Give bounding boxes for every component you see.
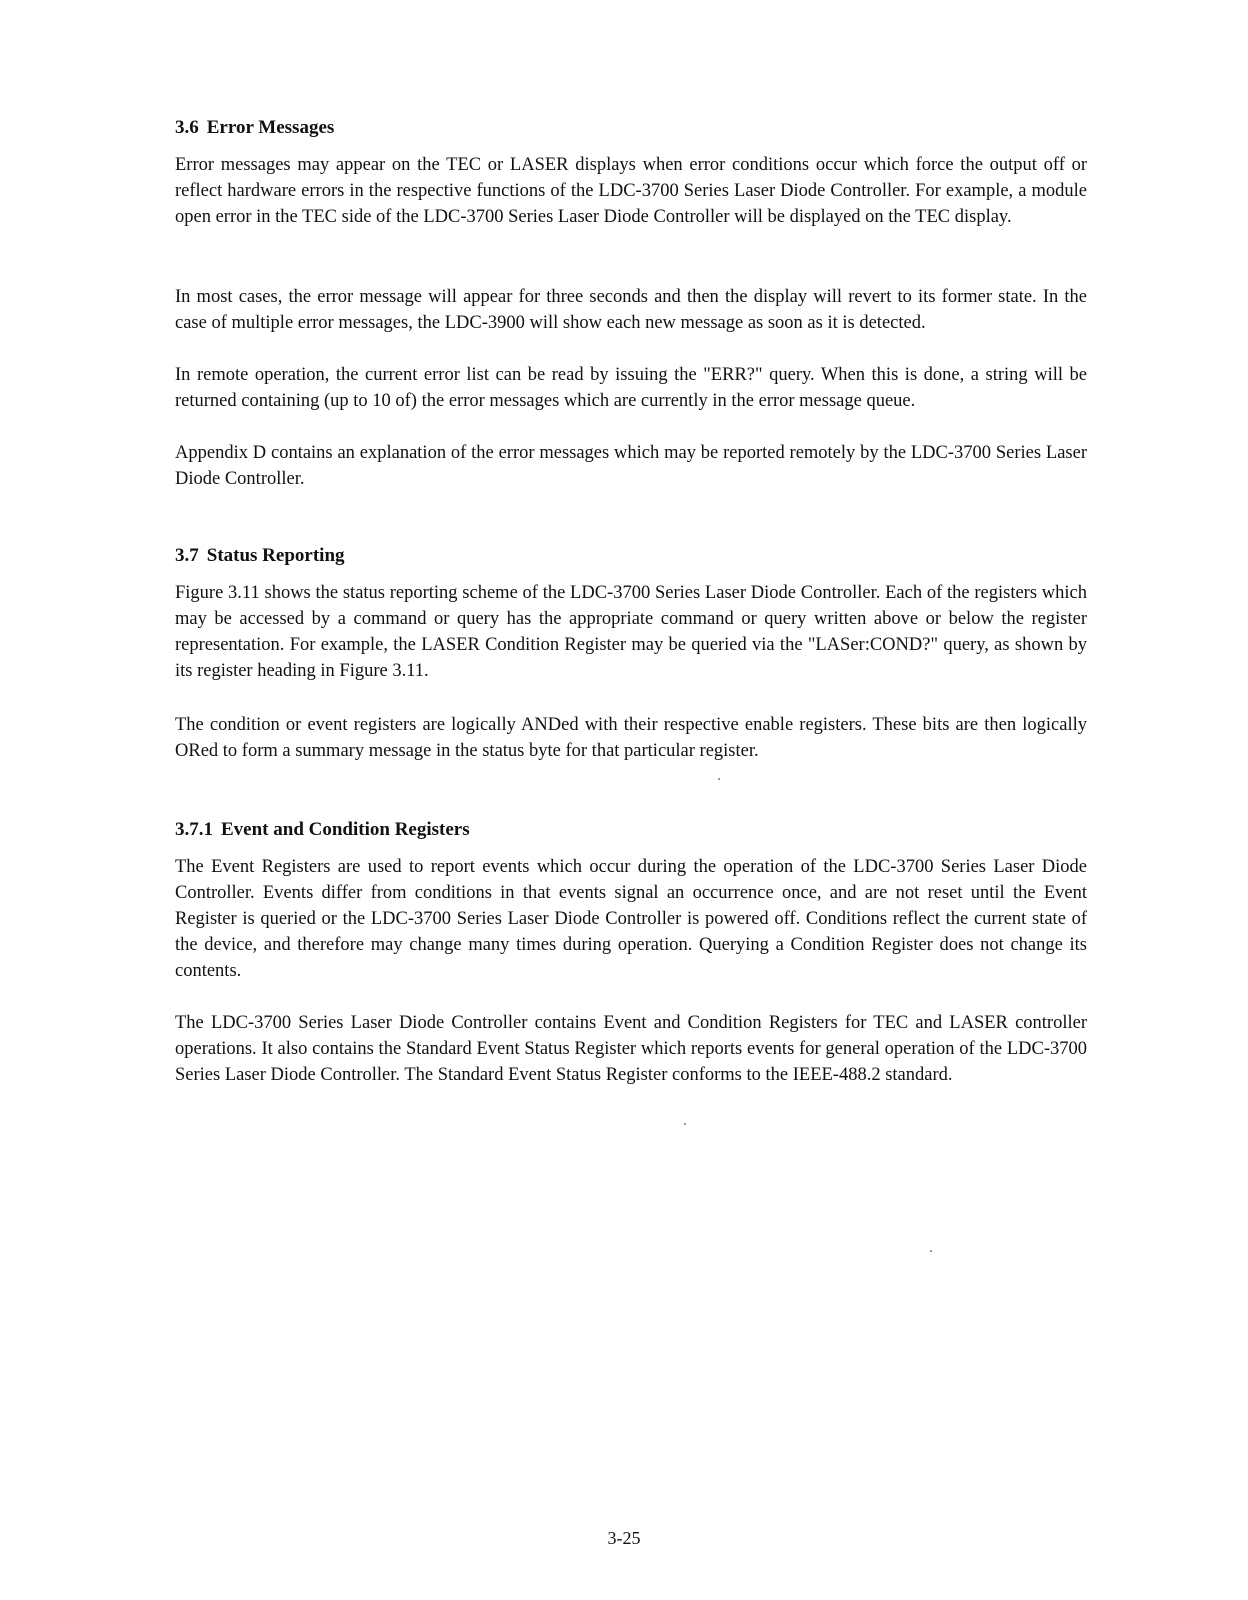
section-title: Error Messages bbox=[206, 117, 335, 138]
paragraph: Figure 3.11 shows the status reporting scheme of the LDC-3700 Series Laser Diode Controller. Each of the registers which may be accessed by a command or query has the appropriate command or query written above or below the register representation. For example, the LASER Condition Register may be queried via the "LASer:COND?" query, as shown by its register heading in Figure 3.11. bbox=[175, 583, 1087, 681]
scan-speck bbox=[930, 1250, 932, 1252]
section-heading bbox=[175, 544, 1087, 568]
section-number: 3.7.1 bbox=[175, 819, 213, 840]
section-number: 3.6 bbox=[175, 117, 199, 138]
section-heading bbox=[175, 818, 1087, 842]
page-number: 3-25 bbox=[607, 1528, 641, 1548]
section-event-condition-registers bbox=[175, 818, 1087, 1085]
scan-speck bbox=[718, 778, 720, 780]
scan-speck bbox=[684, 1123, 686, 1125]
paragraph: In most cases, the error message will appear for three seconds and then the display will revert to its former state. In the case of multiple error messages, the LDC-3900 will show each new message as soon as it is detected. bbox=[175, 287, 1087, 333]
section-title: Event and Condition Registers bbox=[221, 819, 470, 840]
paragraph: Error messages may appear on the TEC or LASER displays when error conditions occur which force the output off or reflect hardware errors in the respective functions of the LDC-3700 Series Laser Diode Controller. For example, a module open error in the TEC side of the LDC-3700 Series Laser Diode Controller will be displayed on the TEC display. bbox=[175, 155, 1087, 227]
paragraph: The Event Registers are used to report events which occur during the operation of the LDC-3700 Series Laser Diode Controller. Events differ from conditions in that events signal an occurrence once, and are not reset until the Event Register is queried or the LDC-3700 Series Laser Diode Controller is powered off. Conditions reflect the current state of the device, and therefore may change many times during operation. Querying a Condition Register does not change its contents. bbox=[175, 857, 1087, 981]
section-number: 3.7 bbox=[175, 545, 199, 566]
section-heading bbox=[175, 116, 1087, 140]
paragraph: Appendix D contains an explanation of the error messages which may be reported remotely by the LDC-3700 Series Laser Diode Controller. bbox=[175, 443, 1087, 489]
section-title: Status Reporting bbox=[206, 545, 345, 566]
paragraph: In remote operation, the current error list can be read by issuing the "ERR?" query. When this is done, a string will be returned containing (up to 10 of) the error messages which are currently in the error message queue. bbox=[175, 365, 1087, 411]
paragraph: The condition or event registers are logically ANDed with their respective enable registers. These bits are then logically ORed to form a summary message in the status byte for that particular register. bbox=[175, 715, 1087, 761]
paragraph: The LDC-3700 Series Laser Diode Controller contains Event and Condition Registers for TEC and LASER controller operations. It also contains the Standard Event Status Register which reports events for general operation of the LDC-3700 Series Laser Diode Controller. The Standard Event Status Register conforms to the IEEE-488.2 standard. bbox=[175, 1013, 1087, 1085]
section-status-reporting bbox=[175, 544, 1087, 761]
section-error-messages bbox=[175, 116, 1087, 489]
